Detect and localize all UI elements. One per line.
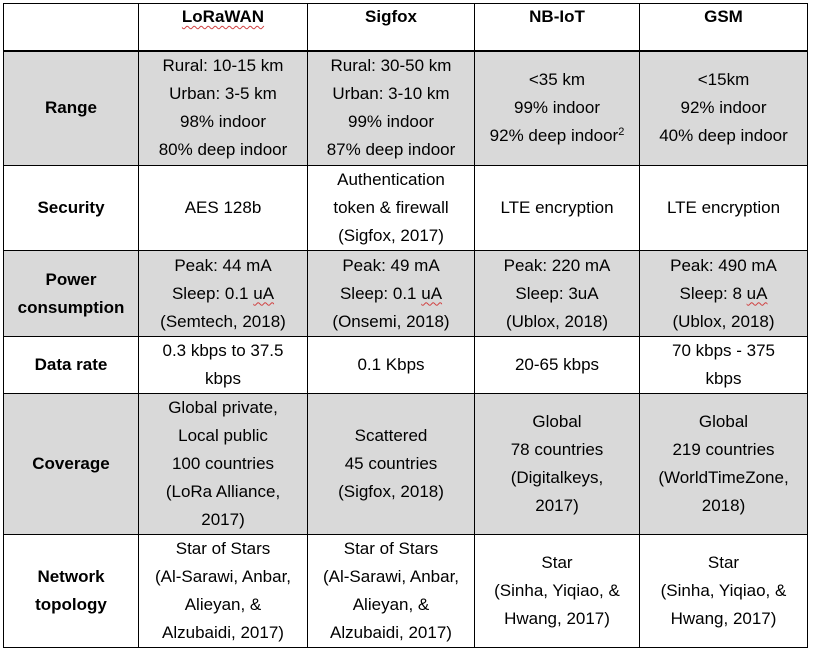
cell-topology-lorawan: Star of Stars (Al-Sarawi, Anbar, Alieyan, & Alzubaidi, 2017)	[139, 535, 308, 648]
cell-coverage-lorawan: Global private, Local public 100 countries (LoRa Alliance, 2017)	[139, 394, 308, 535]
cell-coverage-nb-iot: Global 78 countries (Digitalkeys, 2017)	[475, 394, 640, 535]
row-header-data-rate: Data rate	[4, 337, 139, 394]
header-corner-cell	[4, 4, 139, 51]
table-row-coverage	[4, 394, 808, 535]
cell-topology-gsm: Star (Sinha, Yiqiao, & Hwang, 2017)	[640, 535, 808, 648]
cell-data-rate-sigfox: 0.1 Kbps	[308, 337, 475, 394]
column-header-sigfox: Sigfox	[308, 4, 475, 51]
cell-security-sigfox: Authentication token & firewall (Sigfox, 2017)	[308, 166, 475, 251]
table-row-data-rate	[4, 337, 808, 394]
table-header-row	[4, 4, 808, 51]
table-row-power-consumption	[4, 251, 808, 337]
cell-data-rate-nb-iot: 20-65 kbps	[475, 337, 640, 394]
column-header-gsm: GSM	[640, 4, 808, 51]
cell-range-gsm: <15km 92% indoor 40% deep indoor	[640, 51, 808, 166]
row-header-security: Security	[4, 166, 139, 251]
cell-coverage-sigfox: Scattered 45 countries (Sigfox, 2018)	[308, 394, 475, 535]
table-row-network-topology	[4, 535, 808, 648]
cell-power-sigfox: Peak: 49 mA Sleep: 0.1 uA (Onsemi, 2018)	[308, 251, 475, 337]
cell-power-gsm: Peak: 490 mA Sleep: 8 uA (Ublox, 2018)	[640, 251, 808, 337]
cell-range-lorawan: Rural: 10-15 km Urban: 3-5 km 98% indoor 80% deep indoor	[139, 51, 308, 166]
cell-range-sigfox: Rural: 30-50 km Urban: 3-10 km 99% indoor 87% deep indoor	[308, 51, 475, 166]
cell-data-rate-lorawan: 0.3 kbps to 37.5 kbps	[139, 337, 308, 394]
table-row-security	[4, 166, 808, 251]
comparison-table	[3, 3, 808, 648]
row-header-range: Range	[4, 51, 139, 166]
column-header-nb-iot: NB-IoT	[475, 4, 640, 51]
cell-security-gsm: LTE encryption	[640, 166, 808, 251]
cell-security-nb-iot: LTE encryption	[475, 166, 640, 251]
row-header-power-consumption: Power consumption	[4, 251, 139, 337]
column-header-lorawan: LoRaWAN	[139, 4, 308, 51]
cell-power-nb-iot: Peak: 220 mA Sleep: 3uA (Ublox, 2018)	[475, 251, 640, 337]
footnote-marker: 2	[618, 126, 625, 139]
table-row-range	[4, 51, 808, 166]
cell-coverage-gsm: Global 219 countries (WorldTimeZone, 2018)	[640, 394, 808, 535]
cell-topology-sigfox: Star of Stars (Al-Sarawi, Anbar, Alieyan, & Alzubaidi, 2017)	[308, 535, 475, 648]
cell-data-rate-gsm: 70 kbps - 375 kbps	[640, 337, 808, 394]
cell-range-nb-iot: <35 km 99% indoor 92% deep indoor$^2$	[475, 51, 640, 166]
cell-topology-nb-iot: Star (Sinha, Yiqiao, & Hwang, 2017)	[475, 535, 640, 648]
cell-power-lorawan: Peak: 44 mA Sleep: 0.1 uA (Semtech, 2018)	[139, 251, 308, 337]
row-header-network-topology: Network topology	[4, 535, 139, 648]
cell-security-lorawan: AES 128b	[139, 166, 308, 251]
row-header-coverage: Coverage	[4, 394, 139, 535]
